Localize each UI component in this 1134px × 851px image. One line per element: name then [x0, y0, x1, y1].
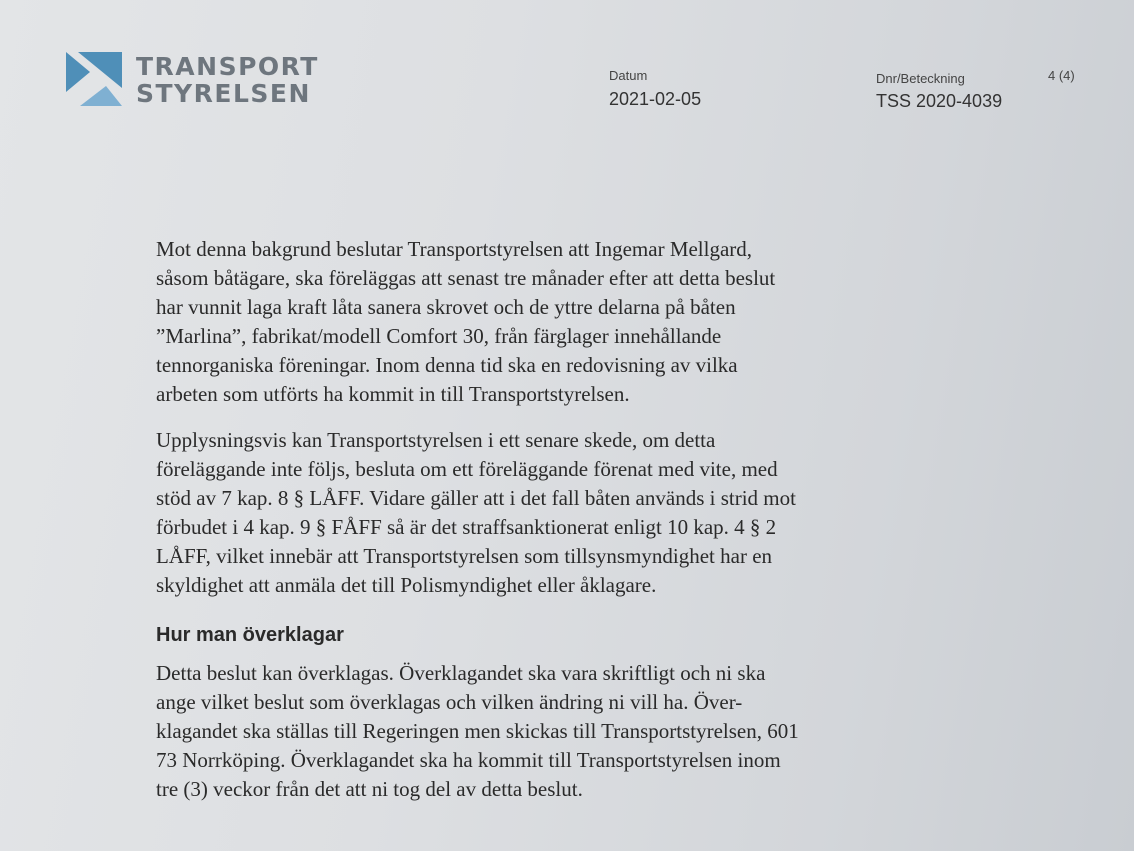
text-line: ”Marlina”, fabrikat/modell Comfort 30, från färglager innehållande [156, 324, 722, 348]
logo-mark-icon [66, 52, 122, 108]
text-line: ange vilket beslut som överklagas och vilken ändring ni vill ha. Över- [156, 690, 743, 714]
text-line: förbudet i 4 kap. 9 § FÅFF så är det straffsanktionerat enligt 10 kap. 4 § 2 [156, 515, 777, 539]
logo-line-1: TRANSPORT [136, 52, 319, 81]
text-line: såsom båtägare, ska föreläggas att senast tre månader efter att detta beslut [156, 266, 776, 290]
text-line: LÅFF, vilket innebär att Transportstyrelsen som tillsynsmyndighet har en [156, 544, 773, 568]
text-line: föreläggande inte följs, besluta om ett föreläggande förenat med vite, med [156, 457, 778, 481]
text-line: Upplysningsvis kan Transportstyrelsen i ett senare skede, om detta [156, 428, 716, 452]
logo-line-2: STYRELSEN [136, 79, 311, 108]
text-line: Detta beslut kan överklagas. Överklagandet ska vara skriftligt och ni ska [156, 661, 766, 685]
appeal-heading: Hur man överklagar [156, 624, 344, 646]
appeal-paragraph [156, 659, 936, 804]
transportstyrelsen-logo [66, 52, 319, 108]
reference-value: TSS 2020-4039 [876, 91, 1003, 111]
reference-label: Dnr/Beteckning [876, 71, 965, 86]
text-line: arbeten som utförts ha kommit in till Transportstyrelsen. [156, 382, 630, 406]
text-line: har vunnit laga kraft låta sanera skrovet och de yttre delarna på båten [156, 295, 736, 319]
date-value: 2021-02-05 [609, 89, 702, 109]
text-line: tre (3) veckor från det att ni tog del av detta beslut. [156, 777, 583, 801]
text-line: stöd av 7 kap. 8 § LÅFF. Vidare gäller att i det fall båten används i strid mot [156, 486, 796, 510]
text-line: tennorganiska föreningar. Inom denna tid ska en redovisning av vilka [156, 353, 738, 377]
text-line: skyldighet att anmäla det till Polismyndighet eller åklagare. [156, 573, 657, 597]
text-line: Mot denna bakgrund beslutar Transportstyrelsen att Ingemar Mellgard, [156, 237, 753, 261]
text-line: 73 Norrköping. Överklagandet ska ha kommit till Transportstyrelsen inom [156, 748, 781, 772]
decision-paragraph [156, 235, 936, 409]
information-paragraph [156, 426, 936, 600]
text-line: klagandet ska ställas till Regeringen men skickas till Transportstyrelsen, 601 [156, 719, 799, 743]
date-label: Datum [609, 68, 648, 83]
logo-text [136, 53, 319, 107]
page-number: 4 (4) [1048, 68, 1075, 83]
